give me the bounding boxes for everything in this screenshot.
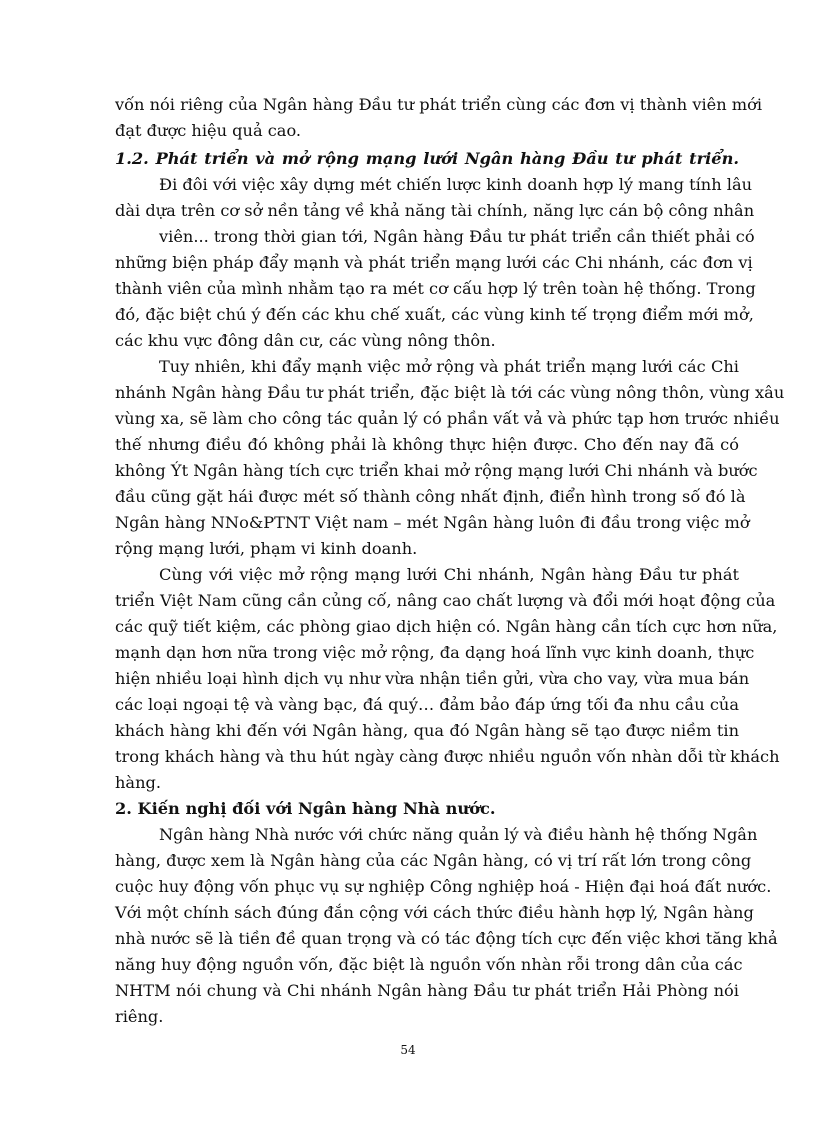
body-line: Tuy nhiên, khi đẩy mạnh việc mở rộng và phát triển mạng lưới các Chi <box>159 357 739 376</box>
body-line: Đi đôi với việc xây dựng mét chiến lược kinh doanh hợp lý mang tính lâu <box>159 175 753 194</box>
body-line: vùng xa, sẽ làm cho công tác quản lý có phần vất vả và phức tạp hơn trước nhiều <box>115 409 780 428</box>
body-line: nhánh Ngân hàng Đầu tư phát triển, đặc biệt là tới các vùng nông thôn, vùng xâu <box>115 383 785 402</box>
body-line: đó, đặc biệt chú ý đến các khu chế xuất, các vùng kinh tế trọng điểm mới mở, <box>115 305 754 324</box>
body-line: không Ýt Ngân hàng tích cực triển khai mở rộng mạng lưới Chi nhánh và bước <box>115 461 758 480</box>
body-line: cuộc huy động vốn phục vụ sự nghiệp Công nghiệp hoá - Hiện đại hoá đất nước. <box>115 877 772 896</box>
body-line: Ngân hàng Nhà nước với chức năng quản lý và điều hành hệ thống Ngân <box>159 825 758 844</box>
section-heading-2: 2. Kiến nghị đối với Ngân hàng Nhà nước. <box>115 799 496 818</box>
body-line: các quỹ tiết kiệm, các phòng giao dịch hiện có. Ngân hàng cần tích cực hơn nữa, <box>115 617 778 636</box>
body-line: năng huy động nguồn vốn, đặc biệt là nguồn vốn nhàn rỗi trong dân của các <box>115 955 743 974</box>
body-line: Với một chính sách đúng đắn cộng với cách thức điều hành hợp lý, Ngân hàng <box>115 903 754 922</box>
body-line: Ngân hàng NNo&PTNT Việt nam – mét Ngân hàng luôn đi đầu trong việc mở <box>115 513 750 532</box>
body-line: viên... trong thời gian tới, Ngân hàng Đầu tư phát triển cần thiết phải có <box>159 227 755 246</box>
body-line: các loại ngoại tệ và vàng bạc, đá quý… đảm bảo đáp ứng tối đa nhu cầu của <box>115 695 739 714</box>
section-heading-1-2: 1.2. Phát triển và mở rộng mạng lưới Ngân hàng Đầu tư phát triển. <box>115 149 739 168</box>
body-line: nhà nước sẽ là tiền đề quan trọng và có tác động tích cực đến việc khơi tăng khả <box>115 929 778 948</box>
body-line: Cùng với việc mở rộng mạng lưới Chi nhánh, Ngân hàng Đầu tư phát <box>159 565 739 584</box>
body-line: đạt được hiệu quả cao. <box>115 121 302 140</box>
body-line: hàng, được xem là Ngân hàng của các Ngân hàng, có vị trí rất lớn trong công <box>115 851 752 870</box>
body-line: vốn nói riêng của Ngân hàng Đầu tư phát triển cùng các đơn vị thành viên mới <box>115 95 763 114</box>
body-line: triển Việt Nam cũng cần củng cố, nâng cao chất lượng và đổi mới hoạt động của <box>115 591 776 610</box>
body-line: hiện nhiều loại hình dịch vụ như vừa nhận tiền gửi, vừa cho vay, vừa mua bán <box>115 669 750 688</box>
body-line: khách hàng khi đến với Ngân hàng, qua đó Ngân hàng sẽ tạo được niềm tin <box>115 721 739 740</box>
body-line: các khu vực đông dân cư, các vùng nông thôn. <box>115 331 496 350</box>
body-line: thế nhưng điều đó không phải là không thực hiện được. Cho đến nay đã có <box>115 435 739 454</box>
body-line: những biện pháp đẩy mạnh và phát triển mạng lưới các Chi nhánh, các đơn vị <box>115 253 753 272</box>
body-line: NHTM nói chung và Chi nhánh Ngân hàng Đầu tư phát triển Hải Phòng nói <box>115 981 739 1000</box>
body-line: rộng mạng lưới, phạm vi kinh doanh. <box>115 539 418 558</box>
body-line: trong khách hàng và thu hút ngày càng được nhiều nguồn vốn nhàn dỗi từ khách <box>115 747 780 766</box>
body-line: thành viên của mình nhằm tạo ra mét cơ cấu hợp lý trên toàn hệ thống. Trong <box>115 279 756 298</box>
page-number: 54 <box>400 1043 416 1057</box>
body-line: riêng. <box>115 1007 164 1026</box>
body-line: mạnh dạn hơn nữa trong việc mở rộng, đa dạng hoá lĩnh vực kinh doanh, thực <box>115 643 755 662</box>
body-line: hàng. <box>115 773 162 792</box>
body-line: đầu cũng gặt hái được mét số thành công nhất định, điển hình trong số đó là <box>115 487 746 506</box>
body-line: dài dựa trên cơ sở nền tảng về khả năng tài chính, năng lực cán bộ công nhân <box>115 201 755 220</box>
